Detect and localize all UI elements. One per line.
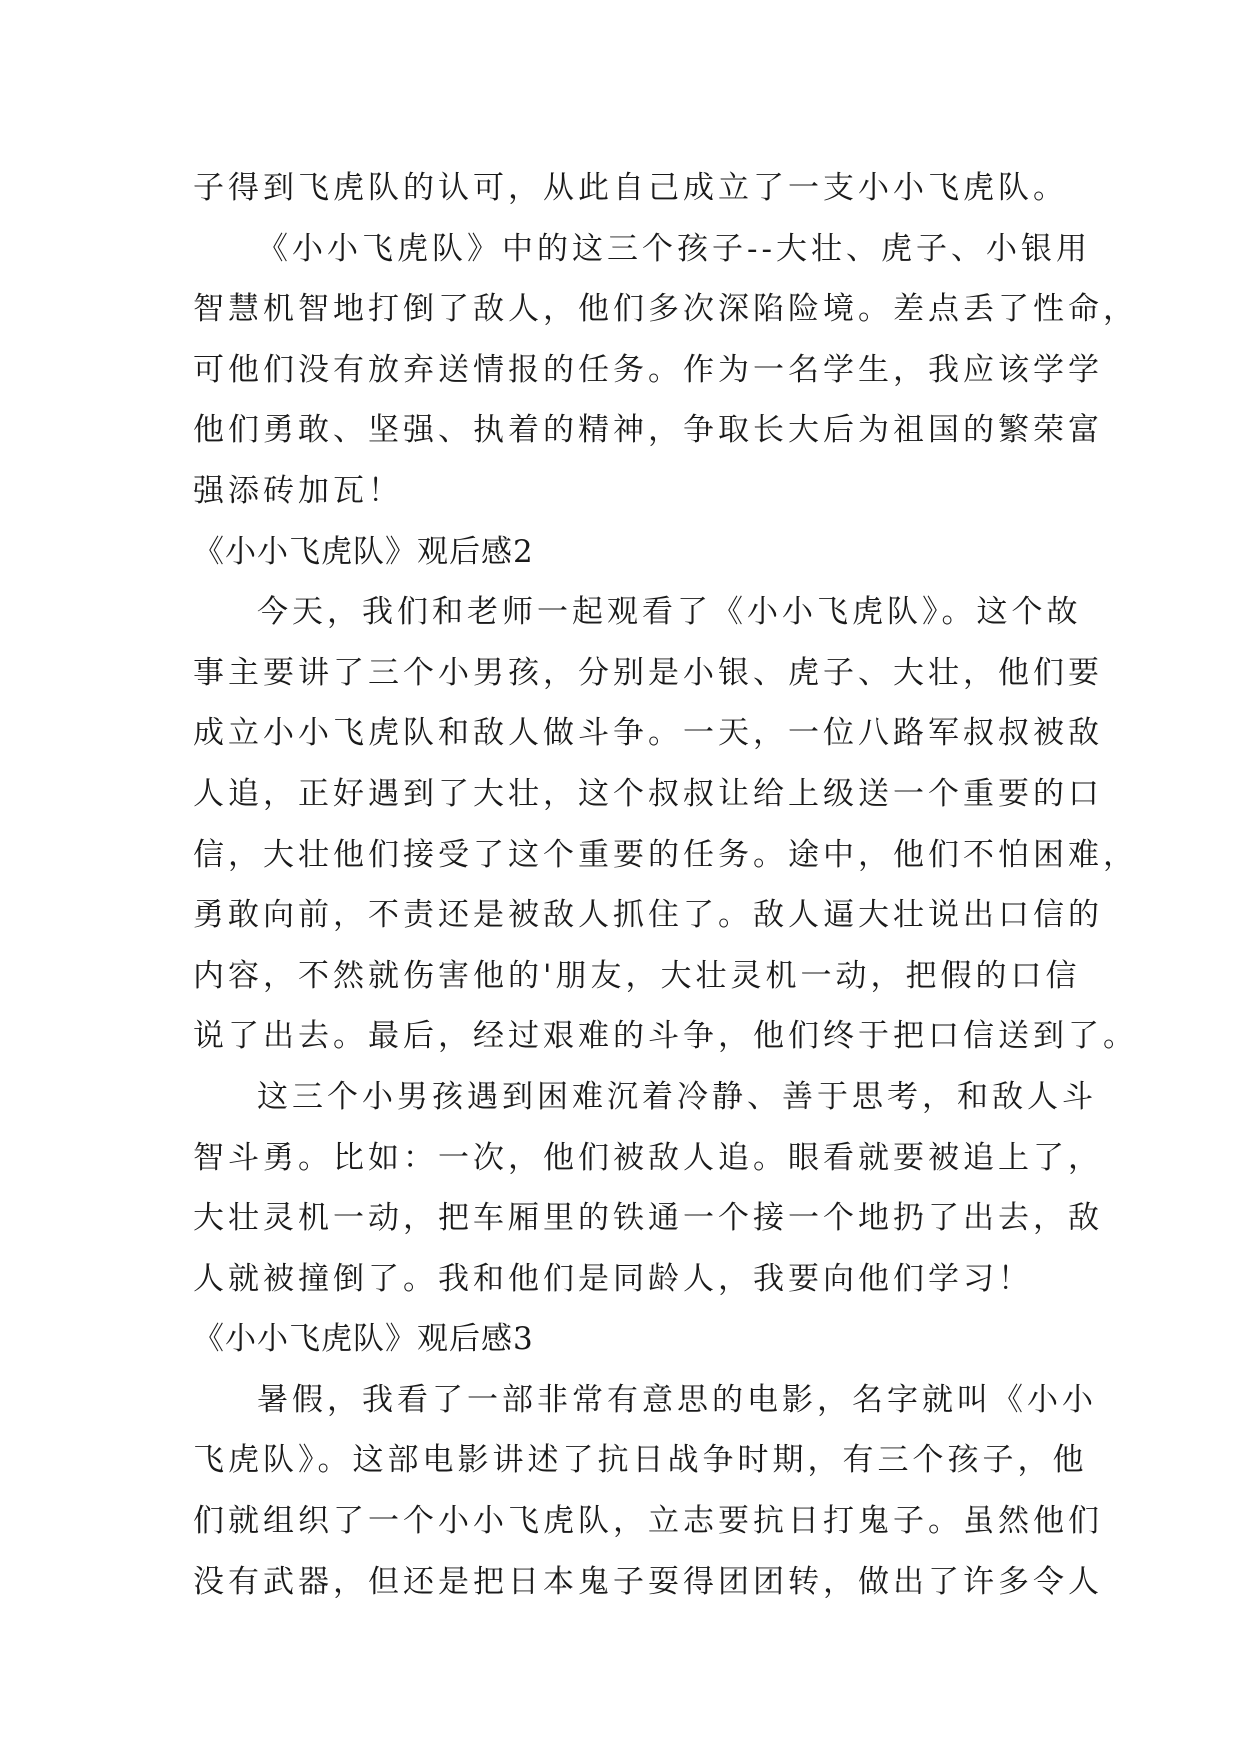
text-line: 飞虎队》。这部电影讲述了抗日战争时期，有三个孩子，他: [193, 1442, 1088, 1479]
text-line: 人就被撞倒了。我和他们是同龄人，我要向他们学习！: [193, 1260, 1033, 1297]
text-line: 信，大壮他们接受了这个重要的任务。途中，他们不怕困难，: [193, 836, 1138, 873]
text-line: 内容，不然就伤害他的'朋友，大壮灵机一动，把假的口信: [193, 957, 1081, 994]
paragraph-start-line: 《小小飞虎队》中的这三个孩子--大壮、虎子、小银用: [257, 230, 1091, 267]
paragraph-start-line: 暑假，我看了一部非常有意思的电影，名字就叫《小小: [257, 1381, 1097, 1418]
text-line: 事主要讲了三个小男孩，分别是小银、虎子、大壮，他们要: [193, 654, 1103, 691]
text-line: 成立小小飞虎队和敌人做斗争。一天，一位八路军叔叔被敌: [193, 715, 1103, 752]
text-line: 说了出去。最后，经过艰难的斗争，他们终于把口信送到了。: [193, 1018, 1138, 1055]
text-line: 大壮灵机一动，把车厢里的铁通一个接一个地扔了出去，敌: [193, 1200, 1103, 1237]
text-line: 智慧机智地打倒了敌人，他们多次深陷险境。差点丢了性命，: [193, 291, 1138, 328]
paragraph-start-line: 今天，我们和老师一起观看了《小小飞虎队》。这个故: [257, 594, 1082, 631]
article-body: [193, 158, 1138, 1612]
text-line: 强添砖加瓦！: [193, 472, 403, 509]
text-line: 没有武器，但还是把日本鬼子耍得团团转，做出了许多令人: [193, 1563, 1103, 1600]
section-heading: 《小小飞虎队》观后感3: [193, 1321, 534, 1358]
text-line: 他们勇敢、坚强、执着的精神，争取长大后为祖国的繁荣富: [193, 412, 1103, 449]
text-line: 勇敢向前，不责还是被敌人抓住了。敌人逼大壮说出口信的: [193, 897, 1103, 934]
text-line: 们就组织了一个小小飞虎队，立志要抗日打鬼子。虽然他们: [193, 1503, 1103, 1540]
paragraph-start-line: 这三个小男孩遇到困难沉着冷静、善于思考，和敌人斗: [257, 1078, 1097, 1115]
section-heading: 《小小飞虎队》观后感2: [193, 533, 534, 570]
text-line: 可他们没有放弃送情报的任务。作为一名学生，我应该学学: [193, 351, 1103, 388]
text-line: 子得到飞虎队的认可，从此自己成立了一支小小飞虎队。: [193, 170, 1068, 206]
text-line: 人追，正好遇到了大壮，这个叔叔让给上级送一个重要的口: [193, 775, 1103, 812]
text-line: 智斗勇。比如：一次，他们被敌人追。眼看就要被追上了，: [193, 1139, 1103, 1176]
